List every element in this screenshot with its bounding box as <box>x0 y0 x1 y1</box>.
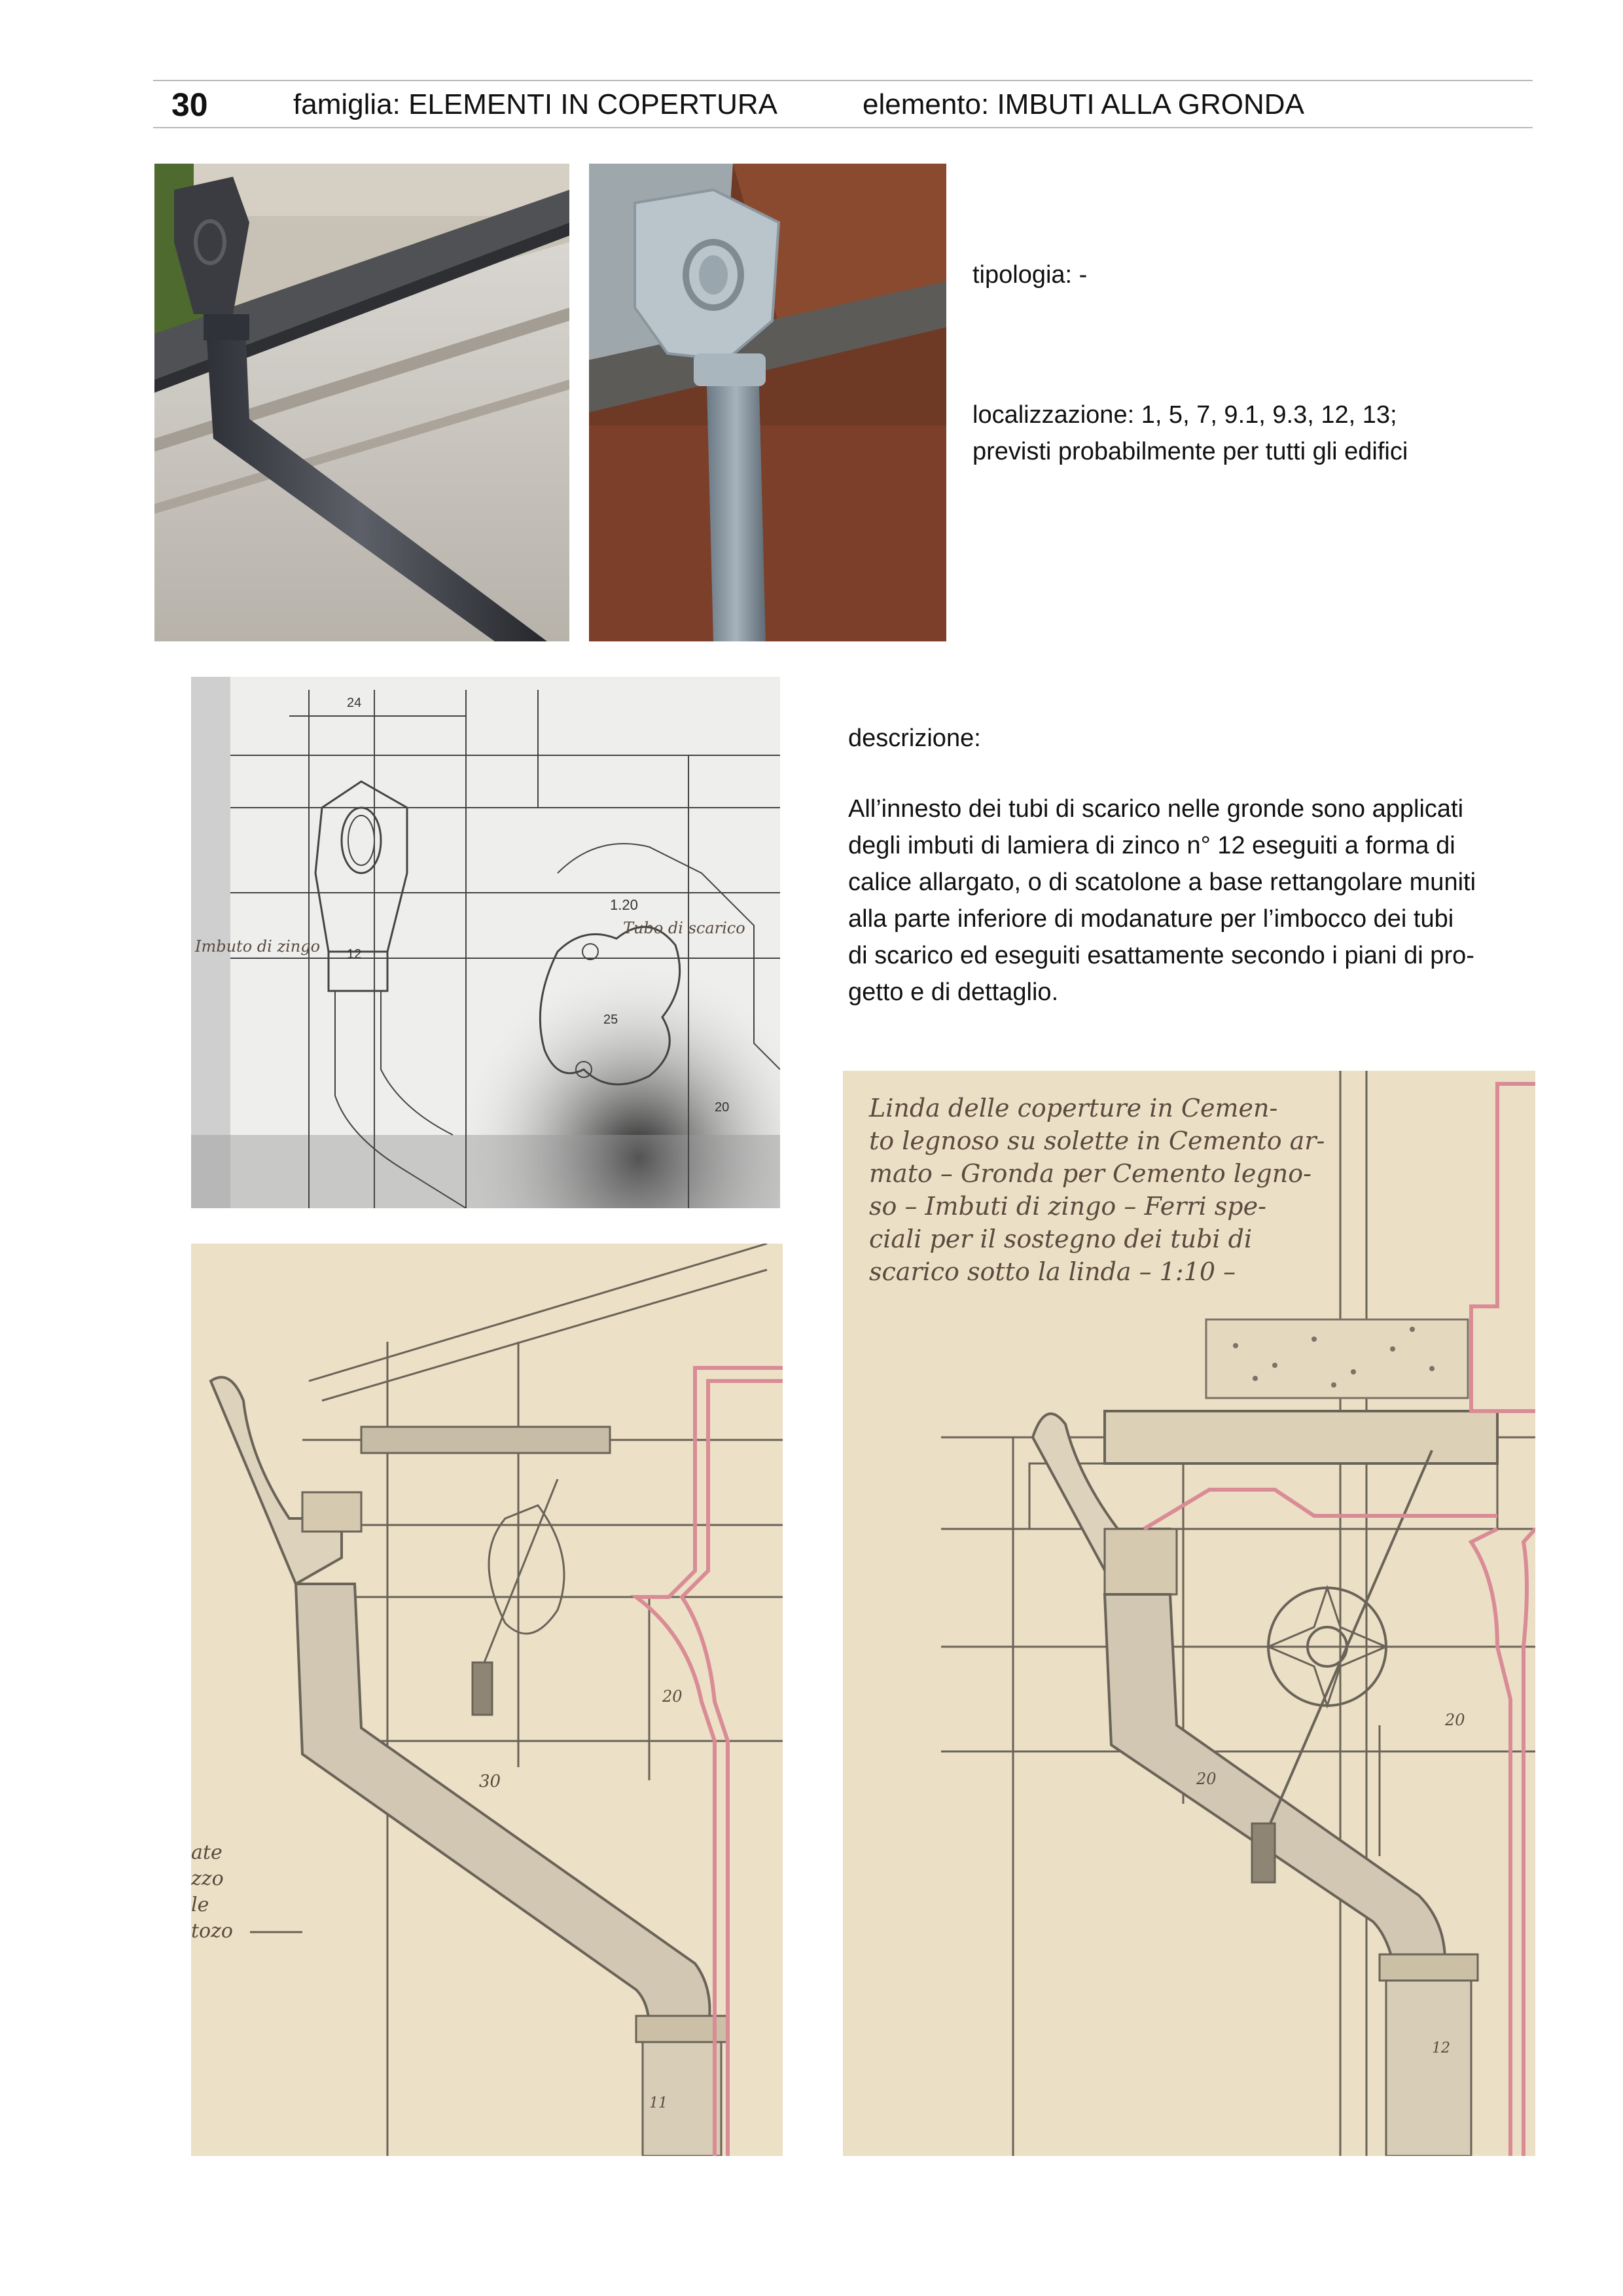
drawing-right-dim-12: 12 <box>1432 2040 1450 2056</box>
caption-line: to legnoso su solette in Cemento ar- <box>869 1126 1325 1155</box>
drawing-left-note: ate <box>191 1841 223 1864</box>
sketch-imbuto-label: Imbuto di zingo <box>195 937 321 956</box>
drawing-right-dim-20a: 20 <box>1196 1770 1217 1788</box>
descrizione-line: alla parte inferiore di modanature per l’imbocco dei tubi <box>848 905 1454 933</box>
drawing-left-note: zzo <box>191 1867 224 1890</box>
caption-line: ciali per il sostegno dei tubi di <box>869 1225 1253 1253</box>
drawing-right-dim-20b: 20 <box>1445 1711 1465 1729</box>
caption-line: mato – Gronda per Cemento legno- <box>869 1159 1311 1188</box>
header-bottom-rule <box>153 127 1533 128</box>
drawing-left-note: le <box>191 1893 209 1916</box>
drawing-gutter-section-right <box>843 1071 1535 2156</box>
sketch-dim-25: 25 <box>603 1013 618 1027</box>
localizzazione-line-1: localizzazione: 1, 5, 7, 9.1, 9.3, 12, 13; <box>972 401 1397 429</box>
photo-gutter-funnel-dark <box>154 164 569 641</box>
page-number: 30 <box>171 86 208 123</box>
descrizione-line: di scarico ed eseguiti esattamente secondo i piani di pro- <box>848 942 1474 969</box>
drawing-left-dim-11: 11 <box>649 2095 668 2111</box>
sketch-dim-120: 1.20 <box>610 897 638 913</box>
drawing-gutter-section-left <box>191 1244 783 2156</box>
header-family: famiglia: ELEMENTI IN COPERTURA <box>293 88 778 120</box>
header-element: elemento: IMBUTI ALLA GRONDA <box>863 88 1304 120</box>
drawing-left-dim-20: 20 <box>662 1687 683 1706</box>
sketch-dim-12: 12 <box>347 947 362 961</box>
caption-line: scarico sotto la linda – 1:10 – <box>869 1257 1236 1286</box>
sketch-funnel-detail <box>191 677 780 1208</box>
descrizione-line: degli imbuti di lamiera di zinco n° 12 eseguiti a forma di <box>848 832 1455 859</box>
caption-line: Linda delle coperture in Cemen- <box>869 1094 1278 1122</box>
descrizione-paragraph <box>848 791 1544 1011</box>
caption-line: so – Imbuti di zingo – Ferri spe- <box>869 1192 1266 1221</box>
descrizione-line: All’innesto dei tubi di scarico nelle gronde sono applicati <box>848 795 1464 823</box>
drawing-left-note: tozo <box>191 1920 233 1943</box>
descrizione-line: getto e di dettaglio. <box>848 978 1059 1006</box>
tipologia-text: tipologia: - <box>972 261 1088 289</box>
sketch-dim-20: 20 <box>715 1100 730 1115</box>
descrizione-line: calice allargato, o di scatolone a base rettangolare muniti <box>848 869 1476 896</box>
descrizione-heading: descrizione: <box>848 725 981 752</box>
header-top-rule <box>153 80 1533 81</box>
localizzazione-line-2: previsti probabilmente per tutti gli edifici <box>972 438 1408 465</box>
sketch-tubo-label: Tubo di scarico <box>623 919 745 937</box>
sketch-dim-24: 24 <box>347 696 362 710</box>
drawing-left-dim-30: 30 <box>479 1772 501 1791</box>
photo-gutter-funnel-light <box>589 164 946 641</box>
